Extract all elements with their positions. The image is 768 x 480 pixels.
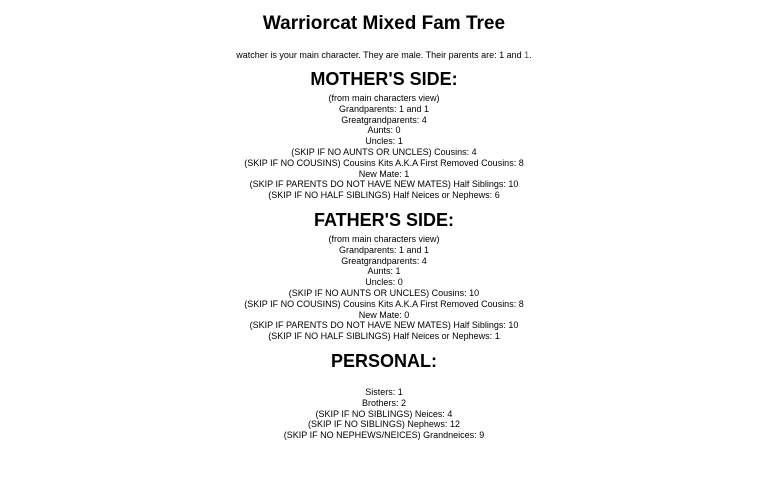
item-value: 10 bbox=[469, 287, 480, 298]
item-label: (SKIP IF NO COUSINS) Cousins Kits A.K.A First Removed Cousins: bbox=[244, 157, 519, 168]
item-label: New Mate: bbox=[358, 168, 405, 179]
item-label: Aunts: bbox=[367, 266, 396, 277]
list-item bbox=[0, 234, 768, 245]
mother-side-heading: MOTHER'S SIDE: bbox=[310, 69, 458, 89]
list-item bbox=[0, 190, 768, 201]
item-label: (SKIP IF NO AUNTS OR UNCLES) Cousins: bbox=[288, 287, 470, 298]
item-label: Grandparents: bbox=[338, 103, 399, 114]
character-name: watcher bbox=[236, 50, 268, 60]
item-label: (SKIP IF NO SIBLINGS) Nephews: bbox=[308, 419, 450, 430]
list-item bbox=[0, 277, 768, 288]
list-item bbox=[0, 115, 768, 126]
item-value: 10 bbox=[508, 320, 519, 331]
father-side-list bbox=[0, 234, 768, 342]
item-value: 4 bbox=[447, 408, 453, 419]
item-label: Grandparents: bbox=[338, 244, 399, 255]
list-item bbox=[0, 387, 768, 398]
item-label: (SKIP IF PARENTS DO NOT HAVE NEW MATES) Half Siblings: bbox=[249, 320, 509, 331]
list-item bbox=[0, 169, 768, 180]
item-value: 1 bbox=[395, 266, 401, 277]
list-item bbox=[0, 93, 768, 104]
item-label: (from main characters view) bbox=[328, 93, 440, 103]
list-item bbox=[0, 299, 768, 310]
item-label: Greatgrandparents: bbox=[341, 255, 422, 266]
item-label: (SKIP IF NO NEPHEWS/NEICES) Grandneices: bbox=[283, 430, 480, 441]
page-title: Warriorcat Mixed Fam Tree bbox=[262, 13, 506, 34]
list-item bbox=[0, 245, 768, 256]
item-value: 6 bbox=[494, 190, 500, 201]
item-label: (from main characters view) bbox=[328, 233, 440, 244]
list-item bbox=[0, 310, 768, 321]
father-side-heading: FATHER'S SIDE: bbox=[314, 209, 454, 230]
parent-1-value: 1 bbox=[499, 50, 505, 60]
intro-text: . Their parents are: bbox=[420, 50, 500, 60]
item-value: 0 bbox=[404, 309, 410, 320]
item-value: 1 bbox=[494, 331, 500, 342]
item-label: Uncles: bbox=[365, 136, 398, 147]
personal-list bbox=[0, 387, 768, 441]
item-label: Uncles: bbox=[365, 277, 398, 288]
item-label: Greatgrandparents: bbox=[341, 114, 422, 125]
list-item bbox=[0, 266, 768, 277]
list-item bbox=[0, 331, 768, 342]
intro-text: . bbox=[529, 50, 532, 60]
item-value: 1 bbox=[397, 386, 403, 397]
mother-side-list bbox=[0, 93, 768, 201]
list-item bbox=[0, 136, 768, 147]
intro-text: and bbox=[504, 50, 525, 60]
item-label: Brothers: bbox=[361, 397, 401, 408]
list-item bbox=[0, 288, 768, 299]
list-item bbox=[0, 320, 768, 331]
intro-text: is your main character. They are bbox=[267, 50, 402, 60]
item-label: (SKIP IF NO HALF SIBLINGS) Half Neices or Nephews: bbox=[268, 190, 495, 201]
item-label: (SKIP IF NO HALF SIBLINGS) Half Neices or Nephews: bbox=[268, 331, 495, 342]
personal-heading: PERSONAL: bbox=[330, 350, 437, 371]
item-value: 0 bbox=[395, 125, 401, 136]
item-value: 4 bbox=[471, 146, 477, 157]
item-label: (SKIP IF NO SIBLINGS) Neices: bbox=[315, 408, 448, 419]
item-value: 0 bbox=[397, 277, 403, 288]
list-item bbox=[0, 430, 768, 441]
item-value: 1 bbox=[404, 168, 410, 179]
item-value: 1 and 1 bbox=[399, 244, 430, 255]
list-item bbox=[0, 179, 768, 190]
item-value: 12 bbox=[449, 419, 460, 430]
item-label: (SKIP IF NO COUSINS) Cousins Kits A.K.A First Removed Cousins: bbox=[244, 298, 519, 309]
item-label: Aunts: bbox=[367, 125, 396, 136]
item-value: 2 bbox=[401, 397, 407, 408]
list-item bbox=[0, 104, 768, 115]
item-label: (SKIP IF PARENTS DO NOT HAVE NEW MATES) Half Siblings: bbox=[249, 179, 509, 190]
item-label: Sisters: bbox=[365, 386, 398, 397]
item-value: 4 bbox=[421, 114, 427, 125]
list-item bbox=[0, 158, 768, 169]
item-label: New Mate: bbox=[358, 309, 405, 320]
list-item bbox=[0, 147, 768, 158]
item-value: 10 bbox=[508, 179, 519, 190]
parent-2-value: 1 bbox=[524, 50, 530, 60]
list-item bbox=[0, 398, 768, 409]
list-item bbox=[0, 256, 768, 267]
item-value: 1 bbox=[397, 136, 403, 147]
item-label: (SKIP IF NO AUNTS OR UNCLES) Cousins: bbox=[291, 146, 472, 157]
item-value: 8 bbox=[518, 298, 524, 309]
list-item bbox=[0, 419, 768, 430]
intro-paragraph bbox=[0, 49, 768, 61]
item-value: 9 bbox=[479, 430, 485, 441]
character-gender: male bbox=[401, 50, 421, 60]
item-value: 8 bbox=[518, 157, 524, 168]
list-item bbox=[0, 409, 768, 420]
item-value: 1 and 1 bbox=[399, 103, 430, 114]
item-value: 4 bbox=[421, 255, 427, 266]
list-item bbox=[0, 125, 768, 136]
